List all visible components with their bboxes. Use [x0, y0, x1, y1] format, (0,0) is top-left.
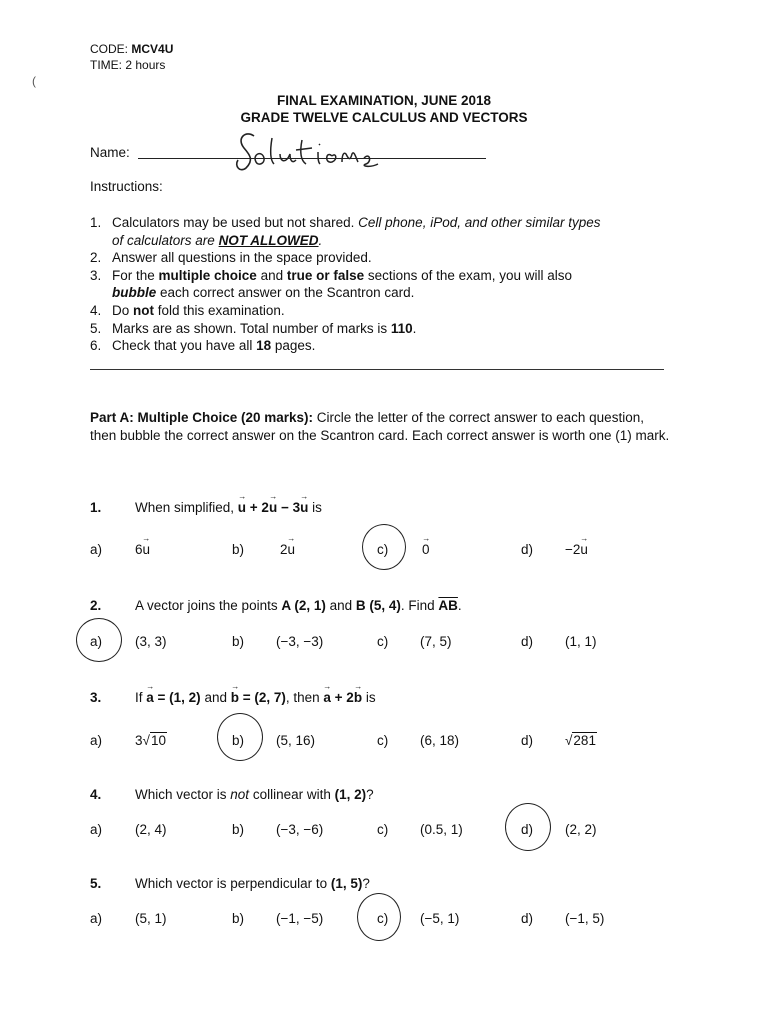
option-letter[interactable]: b) [232, 911, 245, 926]
option-letter[interactable]: a) [90, 542, 103, 557]
answer-circle [357, 893, 401, 941]
option-letter[interactable]: c) [377, 542, 389, 557]
question-number: 5. [90, 876, 102, 891]
name-label: Name: [90, 145, 130, 160]
answer-circle [217, 713, 263, 761]
option-letter[interactable]: d) [521, 542, 534, 557]
section-divider [90, 369, 664, 370]
option-value: (−1, 5) [565, 911, 605, 926]
option-value: 3√10 [135, 733, 166, 748]
option-letter[interactable]: b) [232, 733, 245, 748]
instruction-item: 6. Check that you have all 18 pages. [90, 338, 316, 354]
question-number: 4. [90, 787, 102, 802]
part-a-intro [90, 409, 670, 444]
option-letter[interactable]: c) [377, 911, 389, 926]
answer-circle [505, 803, 551, 851]
option-value: (−3, −3) [276, 634, 324, 649]
instruction-item: 3. For the multiple choice and true or false sections of the exam, you will also bubble each correct answer on the Scantron card. [90, 267, 572, 301]
question-text: If → a = (1, 2) and → b = (2, 7), then → a + 2→ b is [135, 690, 376, 705]
question-number: 3. [90, 690, 102, 705]
option-letter[interactable]: c) [377, 733, 389, 748]
exam-time: TIME: 2 hours [90, 58, 166, 72]
exam-subtitle: GRADE TWELVE CALCULUS AND VECTORS [240, 110, 528, 125]
option-value: (1, 1) [565, 634, 597, 649]
option-letter[interactable]: c) [377, 634, 389, 649]
instruction-item: 2. Answer all questions in the space provided. [90, 250, 372, 266]
option-letter[interactable]: a) [90, 634, 103, 649]
option-value: (2, 4) [135, 822, 167, 837]
option-value: √281 [565, 733, 596, 748]
question-number: 1. [90, 500, 102, 515]
scan-mark: ( [32, 74, 36, 88]
instruction-item: 1. Calculators may be used but not shared. Cell phone, iPod, and other similar types of calculators are NOT ALLOWED. [90, 215, 601, 248]
instruction-item: 5. Marks are as shown. Total number of marks is 110. [90, 320, 417, 336]
option-value: (0.5, 1) [420, 822, 463, 837]
course-code-value: MCV4U [131, 42, 174, 56]
course-code: CODE: MCV4U [90, 42, 174, 56]
option-letter[interactable]: d) [521, 634, 534, 649]
option-value: (5, 1) [135, 911, 167, 926]
option-letter[interactable]: d) [521, 822, 534, 837]
option-letter[interactable]: b) [232, 634, 245, 649]
answer-circle [362, 524, 406, 570]
part-a-label: Part A: Multiple Choice (20 marks): [90, 410, 314, 425]
option-letter[interactable]: d) [521, 733, 534, 748]
option-value: (2, 2) [565, 822, 597, 837]
option-value: (5, 16) [276, 733, 316, 748]
instruction-item: 4. Do not fold this examination. [90, 302, 285, 318]
option-value: (3, 3) [135, 634, 167, 649]
option-letter[interactable]: b) [232, 542, 245, 557]
option-letter[interactable]: b) [232, 822, 245, 837]
answer-circle [76, 618, 122, 662]
option-letter[interactable]: a) [90, 911, 103, 926]
question-number: 2. [90, 598, 102, 613]
option-value: → 0 [422, 542, 430, 557]
option-value: (−3, −6) [276, 822, 324, 837]
part-a-text: Circle the letter of the correct answer to each question, then bubble the correct answer on the Scantron card. Each correct answer is worth one (1) mark. [90, 410, 670, 443]
instructions-list [90, 214, 690, 355]
option-letter[interactable]: a) [90, 733, 103, 748]
exam-title: FINAL EXAMINATION, JUNE 2018 [276, 93, 492, 108]
option-letter[interactable]: c) [377, 822, 389, 837]
option-value: (−5, 1) [420, 911, 460, 926]
option-value: (7, 5) [420, 634, 452, 649]
option-letter[interactable]: d) [521, 911, 534, 926]
question-text: When simplified, → u + 2→ u − 3→ u is [135, 500, 322, 515]
question-text: Which vector is not collinear with (1, 2)? [135, 787, 374, 802]
instructions-heading: Instructions: [90, 179, 163, 194]
handwritten-name-signature [232, 128, 402, 181]
option-value: −2→ u [565, 542, 588, 557]
question-text: Which vector is perpendicular to (1, 5)? [135, 876, 370, 891]
option-value: (−1, −5) [276, 911, 324, 926]
option-value: 6→ u [135, 542, 150, 557]
option-letter[interactable]: a) [90, 822, 103, 837]
option-value: (6, 18) [420, 733, 460, 748]
exam-time-value: 2 hours [125, 58, 166, 72]
question-text: A vector joins the points A (2, 1) and B (5, 4). Find $\overline{AB}$. [135, 598, 462, 613]
option-value: 2→ u [280, 542, 295, 557]
